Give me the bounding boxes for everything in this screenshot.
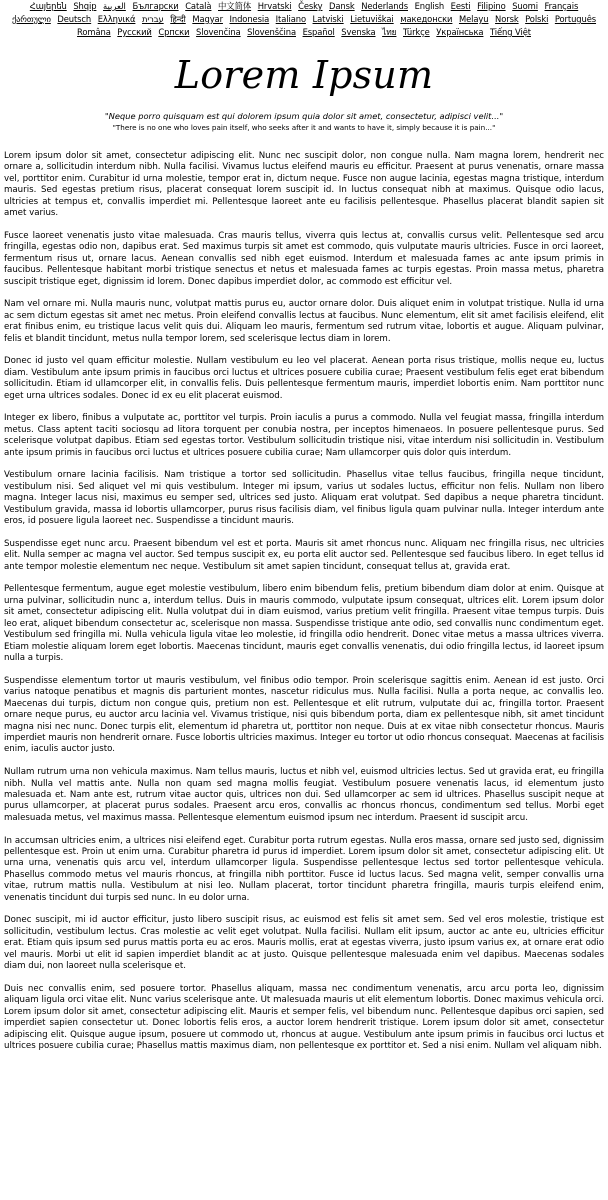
english-quote: "There is no one who loves pain itself, who seeks after it and wants to have it, simply because it is pain..." xyxy=(112,123,496,132)
language-link[interactable]: Ελληνικά xyxy=(97,14,136,24)
language-link[interactable]: Български xyxy=(132,1,179,11)
language-link[interactable]: Suomi xyxy=(512,1,538,11)
paragraph: Lorem ipsum dolor sit amet, consectetur adipiscing elit. Nunc nec suscipit dolor, non congue nulla. Nam magna lorem, hendrerit nec ornare a, sollicitudin interdum nibh. Nulla facilisi. Vivamus luctus eleifend mauris eu efficitur. Praesent at purus venenatis, ornare massa vel, porttitor enim. Curabitur id urna molestie, tempor erat in, dictum neque. Fusce non augue lacinia, egestas magna tristique, interdum mauris. Sed egestas pretium risus, placerat consequat lorem suscipit id. In luctus consequat nibh at maximus. Quisque odio lacus, ultricies at tempus et, convallis imperdiet mi. Pellentesque laoreet ante eu facilisis pellentesque. Phasellus placerat blandit sapien sit amet varius. xyxy=(4,151,604,219)
language-link[interactable]: Deutsch xyxy=(57,14,92,24)
language-link[interactable]: ქართული xyxy=(11,14,51,24)
paragraph: Suspendisse elementum tortor ut mauris vestibulum, vel finibus odio tempor. Proin scelerisque sagittis enim. Aenean id est justo. Orci varius natoque penatibus et magnis dis parturient montes, nascetur ridiculus mus. Nulla facilisi. Nulla a porta neque, ac convallis leo. Maecenas dui turpis, dictum non congue quis, pretium non est. Pellentesque et elit rutrum, vulputate dui ac, fringilla tortor. Praesent ornare neque purus, eu auctor arcu lacinia vel. Vivamus tristique, nisi quis bibendum porta, diam ex pellentesque nibh, sit amet tincidunt magna nisi nec nunc. Donec turpis elit, elementum id pharetra ut, porttitor non neque. Duis at ex vitae nibh consectetur rhoncus. Mauris imperdiet mauris non hendrerit ornare. Fusce lobortis ultricies maximus. Integer eu tortor ut odio rhoncus consequat. Maecenas at facilisis enim, iaculis auctor justo. xyxy=(4,675,604,755)
paragraph: Nam vel ornare mi. Nulla mauris nunc, volutpat mattis purus eu, auctor ornare dolor. Duis aliquet enim in volutpat tristique. Nulla id urna ac sem dictum egestas sit amet nec metus. Proin eleifend convallis lectus at faucibus. Nunc elementum, elit sit amet facilisis eleifend, elit erat finibus enim, eu tristique lacus velit quis dui. Aliquam leo mauris, fermentum sed rutrum vitae, lobortis et augue. Aliquam pulvinar, felis et blandit tincidunt, metus nulla tempor lorem, sed scelerisque lectus diam in lorem. xyxy=(4,299,604,344)
language-link[interactable]: Magyar xyxy=(192,14,223,24)
language-link[interactable]: Nederlands xyxy=(361,1,408,11)
language-link[interactable]: македонски xyxy=(400,14,453,24)
language-link[interactable]: Slovenčina xyxy=(196,27,241,37)
language-link[interactable]: Norsk xyxy=(495,14,519,24)
language-link[interactable]: Indonesia xyxy=(229,14,270,24)
language-link[interactable]: Slovenščina xyxy=(247,27,296,37)
paragraph: Integer ex libero, finibus a vulputate ac, porttitor vel turpis. Proin iaculis a purus a commodo. Nulla vel feugiat massa, fringilla interdum metus. Class aptent taciti sociosqu ad litora torquent per conubia nostra, per inceptos himenaeos. In posuere pellentesque purus. Sed scelerisque volutpat dapibus. Etiam sed egestas tortor. Vestibulum sollicitudin tristique nisi, vitae interdum nisi sollicitudin in. Vestibulum ante ipsum primis in faucibus orci luctus et ultrices posuere cubilia curae; Nam ullamcorper quis dolor quis interdum. xyxy=(4,413,604,458)
language-link[interactable]: Español xyxy=(302,27,335,37)
language-link[interactable]: Српски xyxy=(158,27,190,37)
language-selector xyxy=(4,0,604,39)
lorem-content xyxy=(4,151,604,1053)
language-link[interactable]: Français xyxy=(544,1,579,11)
language-link[interactable]: Filipino xyxy=(477,1,506,11)
paragraph: Donec id justo vel quam efficitur molestie. Nullam vestibulum eu leo vel placerat. Aenean porta risus tristique, mollis neque eu, luctus diam. Vestibulum ante ipsum primis in faucibus orci luctus et ultrices posuere cubilia curae; Praesent vestibulum felis eget erat bibendum sollicitudin. Etiam id ullamcorper elit, in convallis felis. Duis pellentesque fermentum mauris, imperdiet lobortis enim. Nam porttitor nunc eget urna ultrices sodales. Donec id ex eu elit placerat euismod. xyxy=(4,356,604,401)
language-link[interactable]: Česky xyxy=(298,1,323,11)
language-link[interactable]: Polski xyxy=(525,14,549,24)
paragraph: Vestibulum ornare lacinia facilisis. Nam tristique a tortor sed sollicitudin. Phasellus vitae tellus faucibus, fringilla neque tincidunt, vestibulum nisi. Sed aliquet vel mi quis vestibulum. Integer mi ipsum, varius ut sodales luctus, efficitur non felis. Nullam non libero magna. Integer lacus nisi, maximus eu semper sed, ultrices sed justo. Aliquam erat volutpat. Sed dapibus a neque pharetra tincidunt. Vestibulum gravida, massa id lobortis ullamcorper, purus risus facilisis diam, vel finibus ligula quam pulvinar nulla. Integer interdum ante eros, id posuere ligula laoreet nec. Suspendisse a tincidunt mauris. xyxy=(4,470,604,527)
language-link[interactable]: Hrvatski xyxy=(257,1,292,11)
language-link[interactable]: Latviski xyxy=(312,14,344,24)
language-link[interactable]: Português xyxy=(554,14,597,24)
language-current: English xyxy=(414,1,445,11)
paragraph: Nullam rutrum urna non vehicula maximus. Nam tellus mauris, luctus et nibh vel, euismod ultricies lectus. Sed ut gravida erat, eu fringilla nibh. Nulla vel mattis ante. Nulla non quam sed magna mollis feugiat. Vestibulum posuere venenatis lacus, id elementum justo malesuada et. Nam ante est, rutrum vitae auctor quis, ultrices non dui. Sed ullamcorper ac sem id ultrices. Phasellus suscipit neque at purus ullamcorper, at placerat purus sodales. Praesent arcu eros, convallis ac rhoncus rhoncus, condimentum sed tellus. Morbi eget malesuada metus, vel maximus massa. Pellentesque elementum euismod ipsum nec interdum. Praesent id suscipit arcu. xyxy=(4,767,604,823)
language-link[interactable]: Svenska xyxy=(341,27,376,37)
paragraph: Pellentesque fermentum, augue eget molestie vestibulum, libero enim bibendum felis, pretium bibendum diam dolor at enim. Quisque at urna pulvinar, sollicitudin nunc a, interdum tellus. Duis in mauris commodo, vulputate ipsum consequat, ultrices elit. Lorem ipsum dolor sit amet, consectetur adipiscing elit. Nulla volutpat dui in diam euismod, varius pretium velit fringilla. Praesent vitae tempus turpis. Duis leo erat, aliquet bibendum consectetur ac, scelerisque non massa. Suspendisse tristique ante odio, sed convallis nunc condimentum eget. Vestibulum sed fringilla mi. Nulla vehicula ligula vitae leo molestie, id fringilla odio hendrerit. Donec vitae metus a massa ultrices viverra. Etiam molestie aliquam lorem eget lobortis. Maecenas tincidunt, mauris eget convallis venenatis, dui odio fringilla lectus, id laoreet ipsum nulla a turpis. xyxy=(4,584,604,664)
language-link[interactable]: Català xyxy=(185,1,212,11)
language-link[interactable]: Eesti xyxy=(450,1,471,11)
language-link[interactable]: Italiano xyxy=(275,14,306,24)
language-link[interactable]: Româna xyxy=(77,27,111,37)
paragraph: Fusce laoreet venenatis justo vitae malesuada. Cras mauris tellus, viverra quis lectus at, convallis cursus velit. Pellentesque sed arcu fringilla, egestas odio non, dapibus erat. Sed maximus turpis sit amet est commodo, quis vulputate mauris ultricies. Fusce in orci laoreet, fermentum risus ut, ornare lacus. Aenean convallis sed nibh eget euismod. Interdum et malesuada fames ac ante ipsum primis in faucibus. Pellentesque habitant morbi tristique senectus et netus et malesuada fames ac turpis egestas. Proin massa metus, pharetra suscipit tristique eget, dignissim id lorem. Donec dapibus imperdiet dolor, ac commodo est efficitur vel. xyxy=(4,230,604,287)
paragraph: Donec suscipit, mi id auctor efficitur, justo libero suscipit risus, ac euismod est felis sit amet sem. Sed vel eros molestie, tristique est sollicitudin, vestibulum lectus. Cras molestie ac velit eget volutpat. Nulla facilisi. Nullam elit ipsum, auctor ac ante eu, ultricies efficitur erat. Etiam quis ipsum sed purus mattis porta eu ac eros. Mauris mollis, erat at egestas viverra, justo ipsum varius ex, at ornare erat odio vel mauris. Morbi ut elit id sapien imperdiet blandit ac at justo. Quisque pellentesque malesuada enim vel dapibus. Maecenas sodales diam dui, non laoreet nulla scelerisque et. xyxy=(4,915,604,972)
language-link[interactable]: Tiếng Việt xyxy=(490,27,531,37)
latin-quote: "Neque porro quisquam est qui dolorem ipsum quia dolor sit amet, consectetur, adipisci velit..." xyxy=(104,111,504,121)
language-link[interactable]: Shqip xyxy=(73,1,97,11)
language-link[interactable]: Lietuviškai xyxy=(350,14,394,24)
language-link[interactable]: Türkçe xyxy=(403,27,430,37)
paragraph: Suspendisse eget nunc arcu. Praesent bibendum vel est et porta. Mauris sit amet rhoncus nunc. Aliquam nec fringilla risus, nec ultricies elit. Nulla semper ac magna vel auctor. Sed tempus suscipit ex, eu porta elit auctor sed. Pellentesque sed faucibus libero. In eget tellus id ante tempor molestie elementum nec neque. Vestibulum sit amet sapien tincidunt, consequat tellus at, gravida erat. xyxy=(4,538,604,572)
language-link[interactable]: العربية xyxy=(102,1,126,11)
language-link[interactable]: Dansk xyxy=(329,1,355,11)
language-link[interactable]: Melayu xyxy=(458,14,489,24)
language-link[interactable]: 中文简体 xyxy=(218,1,252,11)
language-link[interactable]: ไทย xyxy=(382,27,397,37)
language-link[interactable]: Հայերեն xyxy=(29,1,67,11)
language-link[interactable]: Pyccкий xyxy=(117,27,152,37)
page-title: Lorem Ipsum xyxy=(174,53,434,97)
language-link[interactable]: हिन्दी xyxy=(170,14,186,24)
language-link[interactable]: עברית xyxy=(141,14,164,24)
paragraph: Duis nec convallis enim, sed posuere tortor. Phasellus aliquam, massa nec condimentum venenatis, arcu arcu porta leo, dignissim aliquam ligula orci vitae elit. Nunc varius scelerisque ante. Ut malesuada mauris ut elit elementum lobortis. Donec maximus vehicula orci. Lorem ipsum dolor sit amet, consectetur adipiscing elit. Mauris et semper felis, vel bibendum nunc. Pellentesque dapibus orci sapien, sed imperdiet sapien consectetur ut. Donec lobortis felis eros, a auctor lorem hendrerit tristique. Lorem ipsum dolor sit amet, consectetur adipiscing elit. Quisque augue ipsum, posuere ut commodo ut, rhoncus at augue. Vestibulum ante ipsum primis in faucibus orci luctus et ultrices posuere cubilia curae; Phasellus mattis maximus diam, non pellentesque ex porttitor et. Sed a nisi enim. Nullam vel aliquam nibh. xyxy=(4,983,604,1052)
paragraph: In accumsan ultricies enim, a ultrices nisi eleifend eget. Curabitur porta rutrum egestas. Nulla eros massa, ornare sed justo sed, dignissim pellentesque est. Proin ut enim urna. Curabitur pharetra id purus id imperdiet. Lorem ipsum dolor sit amet, consectetur adipiscing elit. Ut urna urna, venenatis quis arcu vel, interdum ullamcorper ligula. Suspendisse pellentesque lectus sed tortor pellentesque vehicula. Phasellus commodo metus vel mauris rhoncus, at fringilla nibh porttitor. Fusce id luctus lacus. Sed magna velit, semper convallis urna vitae, rutrum mattis nulla. Vestibulum at nisi leo. Nullam placerat, tortor tincidunt pharetra fringilla, mauris turpis eleifend enim, venenatis tincidunt dui turpis sed nunc. In eu dolor urna. xyxy=(4,835,604,903)
language-link[interactable]: Українська xyxy=(436,27,484,37)
